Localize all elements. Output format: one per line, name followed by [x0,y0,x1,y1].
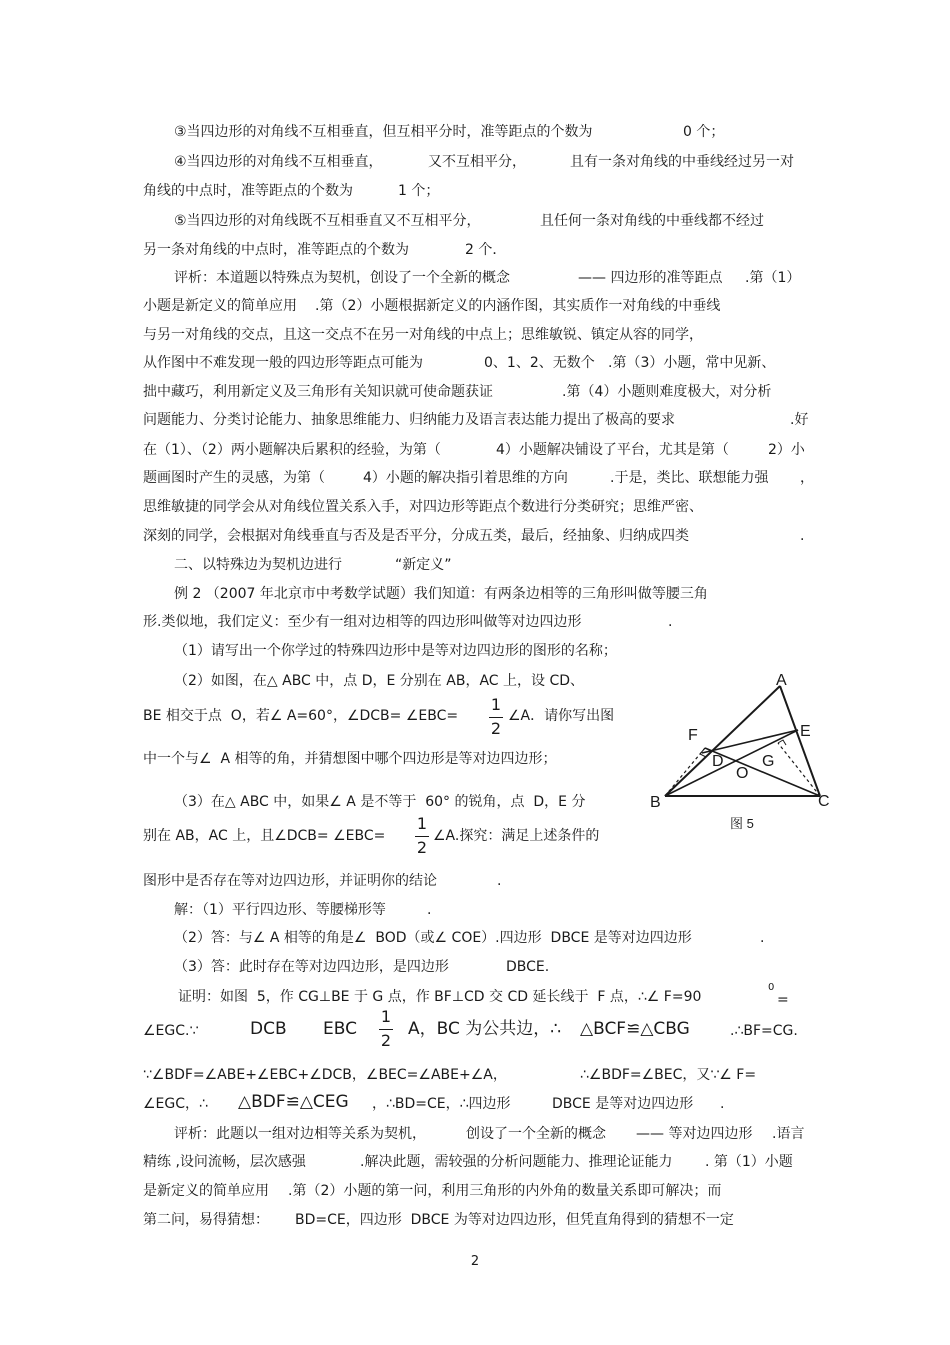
label-f: F [688,727,698,744]
text-line: ∠A．请你写出图 [508,708,615,724]
text-line: 题画图时产生的灵感，为第（ [143,470,325,486]
text-line: 第二问，易得猜想： [143,1212,269,1228]
text-line: 解：（1）平行四边形、等腰梯形等 [174,902,386,918]
text-line: BE 相交于点 O，若∠ A=60°，∠DCB= ∠EBC= [143,708,459,724]
label-d: D [712,753,724,770]
fraction-denominator: 2 [380,1031,392,1050]
text-line: 精练 ,设问流畅，层次感强 [143,1154,306,1170]
text-line: 深刻的同学，会根据对角线垂直与否及是否平分，分成五类，最后，经抽象、归纳成四类 [143,528,689,544]
text-line: DBCE 是等对边四边形 [552,1096,694,1112]
text-line: 例 2 （2007 年北京市中考数学试题）我们知道：有两条边相等的三角形叫做等腰三角 [174,586,708,602]
text-line: 角线的中点时，准等距点的个数为 [143,183,353,199]
fraction-bar [415,836,429,837]
text-line: 形.类似地，我们定义：至少有一组对边相等的四边形叫做等对边四边形 [143,614,582,630]
text-line: （3）答：此时存在等对边四边形，是四边形 [174,959,449,975]
text-line: 评析：本道题以特殊点为契机，创设了一个全新的概念 [174,270,510,286]
text-line: 二、以特殊边为契机边进行 [174,557,342,573]
text-line: DCB [250,1019,287,1039]
label-o: O [736,765,749,782]
text-line: . [760,930,765,946]
segment-be [665,730,798,796]
text-line: 1 个； [398,183,440,199]
text-line: BD=CE，四边形 DBCE 为等对边四边形，但凭直角得到的猜想不一定 [295,1212,734,1228]
text-line: 4）小题解决铺设了平台，尤其是第（ [496,442,729,458]
text-line: . 第（1）小题 [705,1154,793,1170]
text-line: ③当四边形的对角线不互相垂直，但互相平分时，准等距点的个数为 [174,124,593,140]
text-line: EBC [323,1019,357,1039]
text-line: 与另一对角线的交点，且这一交点不在另一对角线的中点上；思维敏锐、镇定从容的同学， [143,327,703,343]
text-line: .第（1） [745,270,801,286]
segment-bf [665,748,705,796]
text-line: 2）小 [768,442,805,458]
text-line: △BCF≌△CBG [580,1019,690,1039]
text-line: 问题能力、分类讨论能力、抽象思维能力、归纳能力及语言表达能力提出了极高的要求 [143,412,675,428]
text-line: —— 等对边四边形 [636,1126,753,1142]
text-line: .第（2）小题根据新定义的内涵作图，其实质作一对角线的中垂线 [315,298,721,314]
text-line: . [720,1096,725,1112]
text-line: 另一条对角线的中点时，准等距点的个数为 [143,242,409,258]
text-line: 2 个． [465,242,507,258]
text-line: A，BC 为公共边，∴ [408,1019,562,1039]
fraction-numerator: 1 [416,814,428,833]
text-line: .好 [790,412,809,428]
text-line: ⑤当四边形的对角线既不互相垂直又不互相平分， [174,213,481,229]
text-line: 评析：此题以一组对边相等关系为契机， [174,1126,426,1142]
text-line: 又不互相平分， [428,154,526,170]
fraction-denominator: 2 [416,838,428,857]
text-line: . [427,902,432,918]
text-line: .第（3）小题，常中见新、 [608,355,776,371]
fraction-denominator: 2 [490,719,502,738]
text-line: “新定义” [395,557,452,573]
label-c: C [818,793,830,810]
text-line: 思维敏捷的同学会从对角线位置关系入手，对四边形等距点个数进行分类研究；思维严密、 [143,499,703,515]
text-line: 在（1）、（2）两小题解决后累积的经验，为第（ [143,442,441,458]
side-ac [780,686,820,796]
text-line: . [800,528,805,544]
fraction-numerator: 1 [380,1007,392,1026]
label-g: G [762,753,775,770]
text-line: ∠A.探究：满足上述条件的 [433,828,600,844]
text-line: 创设了一个全新的概念 [466,1126,606,1142]
text-line: = [777,992,789,1008]
text-line: 是新定义的简单应用 [143,1183,269,1199]
text-line: △BDF≌△CEG [238,1092,349,1112]
text-line: 且有一条对角线的中垂线经过另一对 [570,154,794,170]
text-line: （2）答：与∠ A 相等的角是∠ BOD（或∠ COE）.四边形 DBCE 是等对边四边形 [174,930,692,946]
text-line: 拙中藏巧，利用新定义及三角形有关知识就可使命题获证 [143,384,493,400]
text-line: . [497,873,502,889]
text-line: 证明：如图 5，作 CG⊥BE 于 G 点，作 BF⊥CD 交 CD 延长线于 F 点，∴∠ F=90 [178,989,702,1005]
text-line: （1）请写出一个你学过的特殊四边形中是等对边四边形的图形的名称； [174,643,617,659]
text-line: —— 四边形的准等距点 [578,270,723,286]
text-line: .∴BF=CG. [730,1023,798,1039]
text-line: ∴∠BDF=∠BEC，又∵∠ F= [580,1067,757,1083]
text-line: （3）在△ ABC 中，如果∠ A 是不等于 60° 的锐角，点 D，E 分 [174,794,586,810]
text-line: 小题是新定义的简单应用 [143,298,297,314]
label-a: A [776,672,787,689]
text-line: ∠EGC.∵ [143,1023,199,1039]
fraction-bar [489,717,503,718]
text-line: 从作图中不难发现一般的四边形等距点可能为 [143,355,423,371]
text-line: .语言 [772,1126,805,1142]
text-line: .第（4）小题则难度极大，对分析 [562,384,772,400]
text-line: .解决此题，需较强的分析问题能力、推理论证能力 [360,1154,673,1170]
text-line: DBCE. [506,959,550,975]
fraction-bar [379,1029,393,1030]
text-line: .于是，类比、联想能力强 [610,470,769,486]
text-line: （2）如图，在△ ABC 中，点 D，E 分别在 AB，AC 上，设 CD、 [174,673,585,689]
text-line: ④当四边形的对角线不互相垂直， [174,154,383,170]
superscript: 0 [768,982,775,993]
text-line: 图形中是否存在等对边四边形，并证明你的结论 [143,873,437,889]
label-b: B [650,794,661,811]
text-line: . [668,614,673,630]
figure-caption: 图 5 [730,816,754,831]
text-line: ∠EGC，∴ [143,1096,208,1112]
geometry-figure [640,668,840,838]
text-line: 0 个； [683,124,725,140]
text-line: 且任何一条对角线的中垂线都不经过 [540,213,764,229]
text-line: ，∴BD=CE，∴四边形 [372,1096,511,1112]
right-angle-mark-g [778,740,786,745]
page-number: 2 [470,1254,480,1269]
text-line: 别在 AB，AC 上，且∠DCB= ∠EBC= [143,828,386,844]
label-e: E [800,723,811,740]
text-line: 4）小题的解决指引着思维的方向 [363,470,568,486]
text-line: 中一个与∠ A 相等的角，并猜想图中哪个四边形是等对边四边形； [143,751,557,767]
side-ab [665,686,780,796]
text-line: ∵∠BDF=∠ABE+∠EBC+∠DCB，∠BEC=∠ABE+∠A， [143,1067,507,1083]
text-line: ， [800,470,814,486]
text-line: 0、1、2、无数个 [484,355,595,371]
fraction-numerator: 1 [490,695,502,714]
text-line: .第（2）小题的第一问，利用三角形的内外角的数量关系即可解决；而 [288,1183,722,1199]
